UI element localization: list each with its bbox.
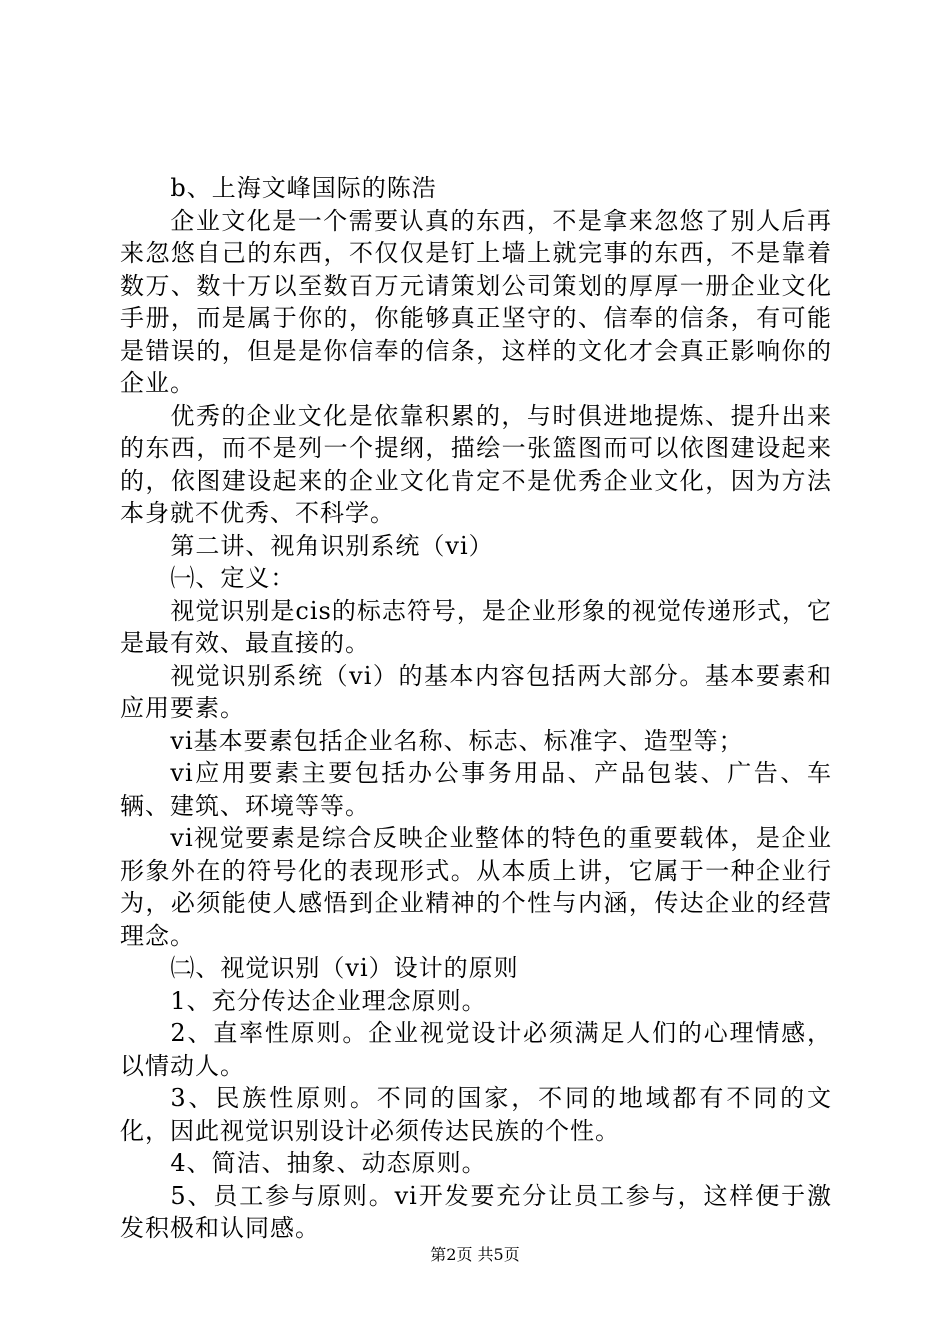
list-item: 4、简洁、抽象、动态原则。 [170,1149,487,1177]
subsection-heading: ㈠、定义： [170,564,296,592]
paragraph: vi应用要素主要包括办公事务用品、产品包装、广告、车辆、建筑、环境等等。 [120,759,832,820]
page-footer: 第2页 共5页 [430,1245,520,1264]
paragraph: vi视觉要素是综合反映企业整体的特色的重要载体，是企业形象外在的符号化的表现形式。从本质上讲，它属于一种企业行为，必须能使人感悟到企业精神的个性与内涵，传达企业的经营理念。 [120,824,832,950]
paragraph: vi基本要素包括企业名称、标志、标准字、造型等； [170,726,744,755]
list-item: 2、直率性原则。企业视觉设计必须满足人们的心理情感，以情动人。 [120,1019,832,1080]
paragraph-source: b、上海文峰国际的陈浩 [170,174,437,202]
paragraph: 视觉识别是cis的标志符号，是企业形象的视觉传递形式，它是最有效、最直接的。 [120,596,832,657]
subsection-heading: ㈡、视觉识别（vi）设计的原则 [170,954,519,982]
document-body [120,172,832,1245]
paragraph: 企业文化是一个需要认真的东西，不是拿来忽悠了别人后再来忽悠自己的东西，不仅仅是钉上墙上就完事的东西，不是靠着数万、数十万以至数百万元请策划公司策划的厚厚一册企业文化手册，而是属于你的，你能够真正坚守的、信奉的信条，有可能是错误的，但是是你信奉的信条，这样的文化才会真正影响你的企业。 [120,206,832,397]
list-item: 1、充分传达企业理念原则。 [170,986,487,1015]
section-heading: 第二讲、视角识别系统（vi） [170,531,494,560]
list-item: 5、员工参与原则。vi开发要充分让员工参与，这样便于激发积极和认同感。 [120,1181,832,1242]
paragraph: 优秀的企业文化是依靠积累的，与时俱进地提炼、提升出来的东西，而不是列一个提纲，描绘一张篮图而可以依图建设起来的，依图建设起来的企业文化肯定不是优秀企业文化，因为方法本身就不优秀、不科学。 [120,401,832,527]
list-item: 3、民族性原则。不同的国家，不同的地域都有不同的文化，因此视觉识别设计必须传达民族的个性。 [120,1084,832,1145]
paragraph: 视觉识别系统（vi）的基本内容包括两大部分。基本要素和应用要素。 [120,661,832,722]
